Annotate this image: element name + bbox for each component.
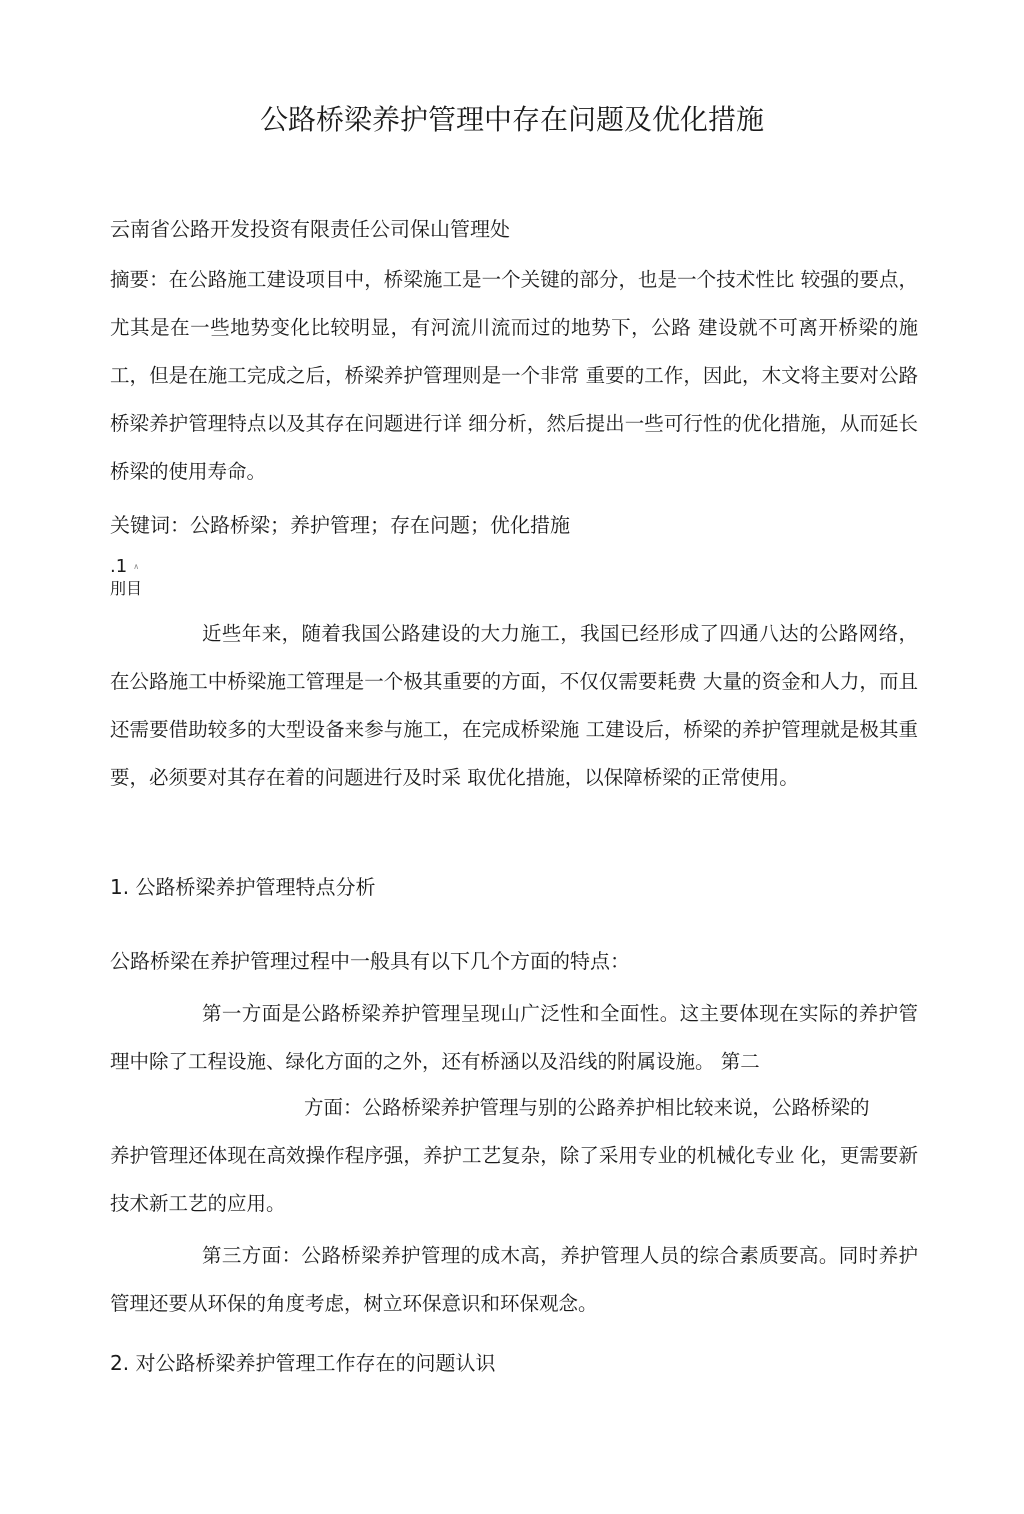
section-number-text: .1 (110, 556, 128, 577)
section-1-point-1: 第一方面是公路桥梁养护管理呈现山广泛性和全面性。这主要体现在实际的养护管理中除了工程设施、绿化方面的之外，还有桥涵以及沿线的附属设施。 第二 (110, 1002, 918, 1073)
author-affiliation: 云南省公路开发投资有限责任公司保山管理处 (110, 217, 510, 241)
section-1-point-2-rest: 养护管理还体现在高效操作程序强，养护工艺复杂，除了采用专业的机械化专业 化，更需要新技术新工艺的应用。 (110, 1144, 918, 1215)
intro-section-number (110, 556, 139, 578)
page-title: 公路桥梁养护管理中存在问题及优化措施 (259, 103, 764, 136)
intro-paragraph: 近些年来，随着我国公路建设的大力施工，我国已经形成了四通八达的公路网络，在公路施工中桥梁施工管理是一个极其重要的方面，不仅仅需要耗费 大量的资金和人力，而且还需要借助较多的大型设备来参与施工，在完成桥梁施 工建设后，桥梁的养护管理就是极其重要，必须要对其存在着的问题进行及时采 取优化措施，以保障桥梁的正常使用。 (110, 622, 918, 789)
artifact-mark: ∧ (133, 562, 140, 571)
intro-section-label: 刖目 (110, 579, 143, 598)
keywords-line: 关键词：公路桥梁；养护管理；存在问题；优化措施 (110, 513, 570, 537)
section-2-heading: 2. 对公路桥梁养护管理工作存在的问题认识 (110, 1351, 496, 1375)
section-1-point-3: 第三方面：公路桥梁养护管理的成木高，养护管理人员的综合素质要高。同时养护管理还要从环保的角度考虑，树立环保意识和环保观念。 (110, 1244, 918, 1315)
abstract-paragraph: 摘要：在公路施工建设项目中，桥梁施工是一个关键的部分，也是一个技术性比 较强的要点，尤其是在一些地势变化比较明显，有河流川流而过的地势下，公路 建设就不可离开桥梁的施工，但是在施工完成之后，桥梁养护管理则是一个非常 重要的工作，因此，木文将主要对公路桥梁养护管理特点以及其存在问题进行详 细分析，然后提出一些可行性的优化措施，从而延长桥梁的使用寿命。 (110, 268, 918, 483)
section-1-heading: 1. 公路桥梁养护管理特点分析 (110, 875, 376, 899)
section-1-point-2-first-line: 方面：公路桥梁养护管理与别的公路养护相比较来说，公路桥梁的 (304, 1096, 870, 1119)
section-1-lead: 公路桥梁在养护管理过程中一般具有以下几个方面的特点： (110, 949, 630, 973)
